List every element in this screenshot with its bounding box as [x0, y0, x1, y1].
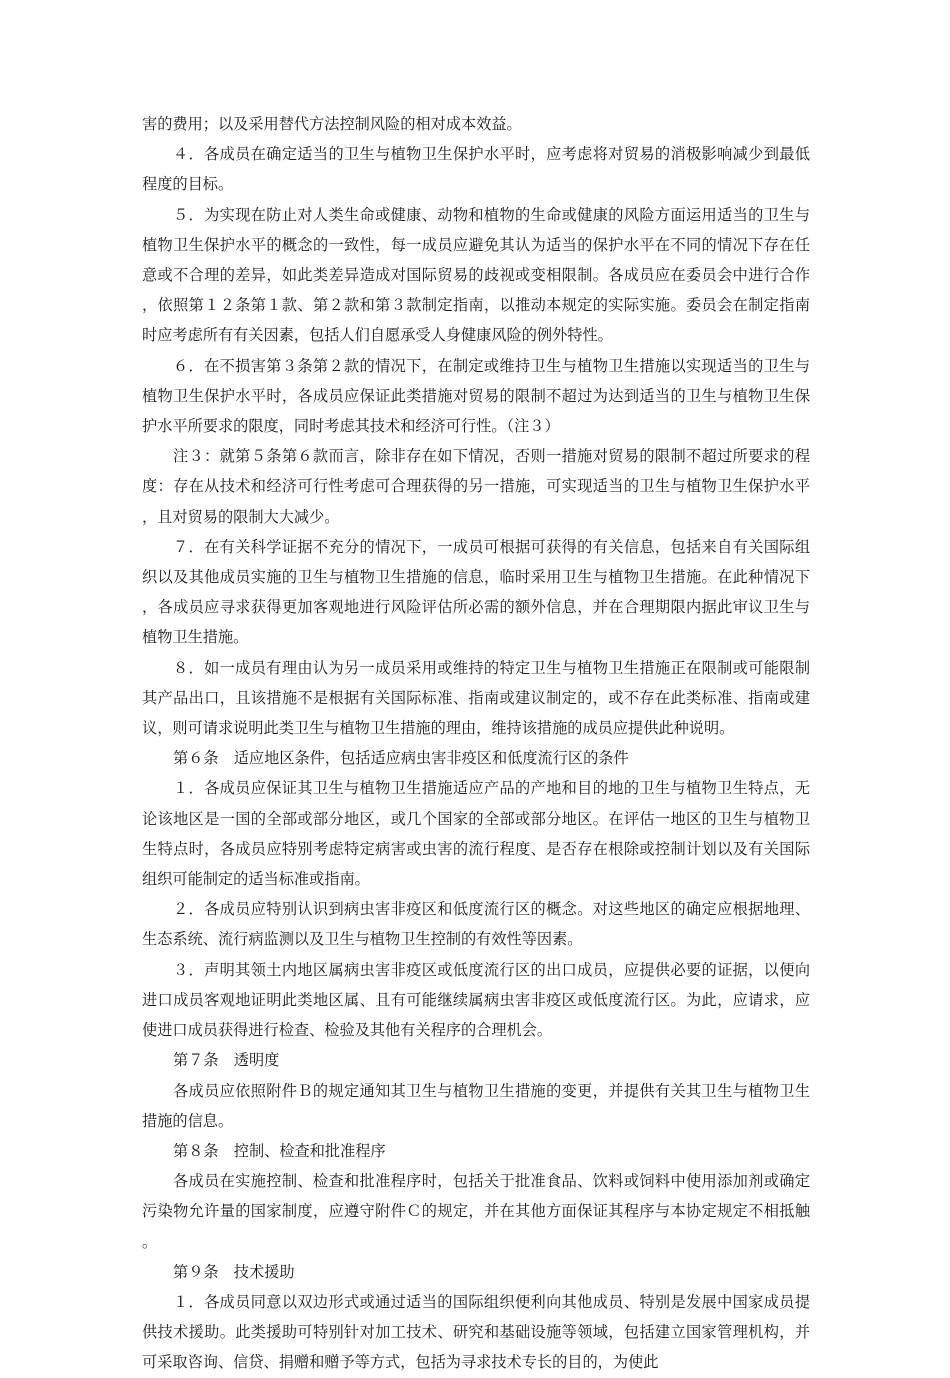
paragraph-art6-item2: ２．各成员应特别认识到病虫害非疫区和低度流行区的概念。对这些地区的确定应根据地理、生态系统、流行病监测以及卫生与植物卫生控制的有效性等因素。 — [142, 900, 810, 949]
paragraph-art8: 各成员在实施控制、检查和批准程序时，包括关于批准食品、饮料或饲料中使用添加剂或确定污染物允许量的国家制度，应遵守附件Ｃ的规定，并在其他方面保证其程序与本协定规定不相抵触。 — [142, 1172, 810, 1251]
paragraph-art6-item1: １．各成员应保证其卫生与植物卫生措施适应产品的产地和目的地的卫生与植物卫生特点，无论该地区是一国的全部或部分地区，或几个国家的全部或部分地区。在评估一地区的卫生与植物卫生特点时，各成员应特别考虑特定病害或虫害的流行程度、是否存在根除或控制计划以及有关国际组织可能制定的适当标准或指南。 — [142, 779, 810, 889]
article-6-heading: 第６条 适应地区条件，包括适应病虫害非疫区和低度流行区的条件 — [173, 749, 629, 768]
footnote-3: 注３：就第５条第６款而言，除非存在如下情况，否则一措施对贸易的限制不超过所要求的程度：存在从技术和经济可行性考虑可合理获得的另一措施，可实现适当的卫生与植物卫生保护水平，且对贸易的限制大大减少。 — [142, 447, 810, 526]
paragraph-art5-item8: ８．如一成员有理由认为另一成员采用或维持的特定卫生与植物卫生措施正在限制或可能限制其产品出口，且该措施不是根据有关国际标准、指南或建议制定的，或不存在此类标准、指南或建议，则可请求说明此类卫生与植物卫生措施的理由，维持该措施的成员应提供此种说明。 — [142, 658, 810, 738]
paragraph-art5-item7: ７．在有关科学证据不充分的情况下，一成员可根据可获得的有关信息，包括来自有关国际组织以及其他成员实施的卫生与植物卫生措施的信息，临时采用卫生与植物卫生措施。在此种情况下，各成员应寻求获得更加客观地进行风险评估所必需的额外信息，并在合理期限内据此审议卫生与植物卫生措施。 — [142, 537, 810, 647]
paragraph-art7: 各成员应依照附件Ｂ的规定通知其卫生与植物卫生措施的变更，并提供有关其卫生与植物卫生措施的信息。 — [142, 1081, 810, 1130]
paragraph-art5-item5: ５．为实现在防止对人类生命或健康、动物和植物的生命或健康的风险方面运用适当的卫生与植物卫生保护水平的概念的一致性，每一成员应避免其认为适当的保护水平在不同的情况下存在任意或不合理的差异，如此类差异造成对国际贸易的歧视或变相限制。各成员应在委员会中进行合作，依照第１２条第１款、第２款和第３款制定指南，以推动本规定的实际实施。委员会在制定指南时应考虑所有有关因素，包括人们自愿承受人身健康风险的例外特性。 — [142, 205, 810, 345]
paragraph-art6-item3: ３．声明其领土内地区属病虫害非疫区或低度流行区的出口成员，应提供必要的证据，以便向进口成员客观地证明此类地区属、且有可能继续属病虫害非疫区或低度流行区。为此，应请求，应使进口成员获得进行检查、检验及其他有关程序的合理机会。 — [142, 960, 810, 1040]
paragraph-continuation: 害的费用；以及采用替代方法控制风险的相对成本效益。 — [142, 115, 522, 133]
article-9-heading: 第９条 技术援助 — [173, 1262, 295, 1281]
article-7-heading: 第７条 透明度 — [173, 1051, 280, 1070]
paragraph-art9-item1: １．各成员同意以双边形式或通过适当的国际组织便利向其他成员、特别是发展中国家成员提供技术援助。此类援助可特别针对加工技术、研究和基础设施等领域，包括建立国家管理机构，并可采取咨询、信贷、捐赠和赠予等方式，包括为寻求技术专长的目的，为使此 — [142, 1292, 810, 1372]
document-page — [142, 109, 810, 1378]
article-8-heading: 第８条 控制、检查和批准程序 — [173, 1141, 386, 1160]
paragraph-art5-item4: ４．各成员在确定适当的卫生与植物卫生保护水平时，应考虑将对贸易的消极影响减少到最低程度的目标。 — [142, 145, 810, 194]
paragraph-art5-item6: ６．在不损害第３条第２款的情况下，在制定或维持卫生与植物卫生措施以实现适当的卫生与植物卫生保护水平时，各成员应保证此类措施对贸易的限制不超过为达到适当的卫生与植物卫生保护水平所要求的限度，同时考虑其技术和经济可行性。（注３） — [142, 356, 810, 436]
